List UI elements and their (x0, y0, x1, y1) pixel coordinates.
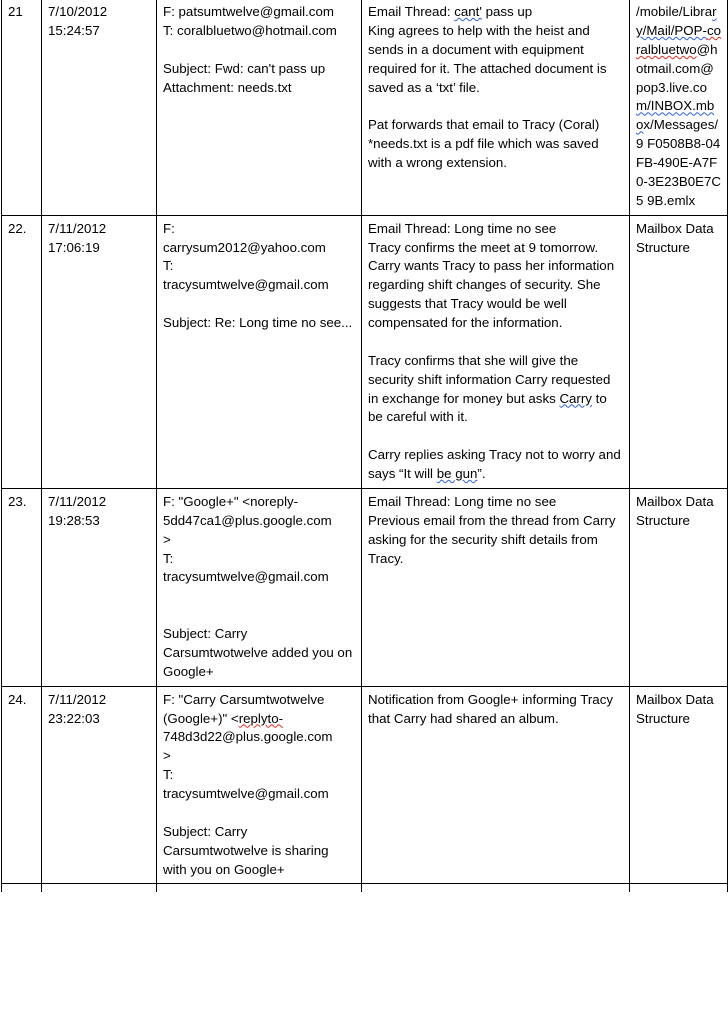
from-label: F: (163, 691, 175, 707)
thread-title-rest: pass up (485, 4, 533, 19)
row-datetime (42, 488, 157, 686)
from-label: F: (163, 493, 175, 509)
blank-line (368, 333, 623, 352)
row-email-headers (157, 488, 362, 686)
from-address-part2: 5dd47ca1@plus.google.com (163, 512, 332, 528)
to-address: tracysumtwelve@gmail.com (163, 277, 329, 293)
row-number: 24. (2, 686, 42, 884)
to-address: tracysumtwelve@gmail.com (163, 786, 329, 801)
description-paragraph-3: Carry wants Tracy to pass her information regarding shift changes of security. She suggests that Tracy would be well compensated for the information. (368, 258, 615, 330)
path-segment: m (689, 60, 701, 76)
description-paragraph-3: *needs.txt is a pdf file which was saved with a wrong extension. (368, 136, 599, 170)
subject-line: Subject: Re: Long time no see... (163, 315, 353, 330)
row-datetime (42, 215, 157, 488)
description-paragraph-5 (368, 446, 623, 484)
date-text: 7/11/2012 (48, 691, 107, 707)
blank-line (163, 804, 355, 823)
to-label: T: (163, 550, 174, 566)
row-description (362, 488, 630, 686)
path-segment-spellchecked: y/Mail/POP- (636, 22, 707, 38)
partial-cell-location (630, 884, 728, 893)
description-text: to be careful with it. (368, 390, 607, 425)
partial-cell-num (2, 884, 42, 893)
table-row-partial-bottom (2, 884, 728, 893)
row-email-headers (157, 215, 362, 488)
from-address-part3: > (163, 748, 171, 764)
path-segment: A7F0- (636, 155, 718, 189)
description-text-spellchecked: Carry (559, 390, 592, 406)
table-row (2, 686, 728, 884)
from-address-spellchecked: replyto- (238, 710, 284, 726)
row-number: 21 (2, 0, 42, 215)
to-address: coralbluetwo@hotmail.com (177, 22, 337, 38)
description-paragraph-1: Email Thread: Long time no see (368, 493, 557, 509)
partial-cell-desc (362, 884, 630, 893)
row-email-headers (157, 0, 362, 215)
from-address: carrysum2012@yahoo.com (163, 239, 326, 255)
blank-line (163, 606, 355, 625)
to-address: tracysumtwelve@gmail.com (163, 569, 329, 585)
path-segment-spellchecked: m/INBOX.mb (636, 98, 715, 114)
blank-line (163, 587, 355, 606)
attachment-line: Attachment: needs.txt (163, 79, 292, 95)
description-text-spellchecked: be gun (436, 466, 478, 481)
row-description (362, 215, 630, 488)
description-paragraph-2: Pat forwards that email to Tracy (Coral) (368, 117, 600, 133)
description-paragraph-1: King agrees to help with the heist and sends in a document with equipment required for it. The attached document is saved as a ‘txt’ file. (368, 22, 607, 95)
path-segment: 3E23B0E7C (647, 173, 722, 189)
row-description (362, 686, 630, 884)
path-segment: x/Messages/ (643, 117, 719, 133)
row-number: 22. (2, 215, 42, 488)
to-label: T: (163, 258, 174, 274)
table-row (2, 0, 728, 215)
from-address-part1: "Google+" <noreply- (178, 493, 299, 509)
row-location: Mailbox Data Structure (630, 215, 728, 488)
path-segment: @pop3.live.c (636, 60, 714, 95)
subject-line: Subject: Carry Carsumtwotwelve is sharing with you on Google+ (163, 823, 329, 877)
thread-name-spellchecked: cant' (454, 4, 482, 19)
description-text: Carry replies asking Tracy not to worry and says “It will (368, 447, 621, 481)
row-description (362, 0, 630, 215)
path-segment-spellchecked: o (636, 117, 644, 133)
path-segment: o (699, 79, 707, 95)
from-label: F: (163, 4, 175, 19)
date-text: 7/11/2012 (48, 220, 107, 236)
partial-cell-headers (157, 884, 362, 893)
row-datetime (42, 0, 157, 215)
time-text: 17:06:19 (48, 239, 100, 255)
description-paragraph-4 (368, 352, 623, 428)
to-line (163, 22, 355, 41)
time-text: 15:24:57 (48, 22, 100, 38)
from-label: F: (163, 220, 175, 236)
from-line (163, 493, 355, 512)
partial-cell-date (42, 884, 157, 893)
to-label: T: (163, 767, 174, 783)
path-segment: 5 9B.emlx (636, 192, 696, 208)
from-display-name: "Carry Carsumtwotwelve (Google+)" < (163, 691, 325, 726)
thread-title-line (368, 3, 623, 22)
subject-line: Subject: Fwd: can't pass up (163, 60, 326, 76)
from-line (163, 3, 355, 22)
row-location: Mailbox Data Structure (630, 488, 728, 686)
from-address-part3: > (163, 531, 171, 547)
date-text: 7/11/2012 (48, 493, 107, 509)
row-location (630, 0, 728, 215)
path-segment: @hotmail.co (636, 41, 718, 76)
path-segment-spellchecked: coralbluetwo (636, 22, 721, 57)
time-text: 23:22:03 (48, 710, 100, 726)
thread-label: Email Thread: (368, 4, 451, 19)
path-segment: /mobile/Libra (636, 4, 713, 19)
blank-line (368, 427, 623, 446)
description-text: ”. (477, 466, 486, 481)
description-paragraph-2: Previous email from the thread from Carry asking for the security shift details from Tracy. (368, 512, 616, 566)
path-segment-spellchecked: r (712, 4, 717, 19)
row-location: Mailbox Data Structure (630, 686, 728, 884)
from-line (163, 691, 355, 729)
table-row (2, 215, 728, 488)
from-address: patsumtwelve@gmail.com (178, 4, 334, 19)
row-email-headers (157, 686, 362, 884)
row-datetime (42, 686, 157, 884)
description-text: Tracy confirms that she will give the security shift information Carry requested in exchange for money but asks (368, 352, 611, 406)
blank-line (163, 41, 355, 60)
blank-line (163, 295, 355, 314)
date-text: 7/10/2012 (48, 4, 108, 19)
path-segment: 04FB-490E- (636, 136, 721, 170)
path-segment: 9 F0508B8- (636, 136, 706, 152)
evidence-table (1, 0, 728, 892)
table-row (2, 488, 728, 686)
blank-line (368, 97, 623, 116)
to-label: T: (163, 22, 174, 38)
description-paragraph-1: Email Thread: Long time no see (368, 220, 557, 236)
description-paragraph-1: Notification from Google+ informing Tracy that Carry had shared an album. (368, 691, 613, 726)
from-address-part2: 748d3d22@plus.google.com (163, 729, 333, 745)
time-text: 19:28:53 (48, 512, 100, 528)
row-number: 23. (2, 488, 42, 686)
subject-line: Subject: Carry Carsumtwotwelve added you on Google+ (163, 626, 353, 679)
description-paragraph-2: Tracy confirms the meet at 9 tomorrow. (368, 239, 599, 255)
